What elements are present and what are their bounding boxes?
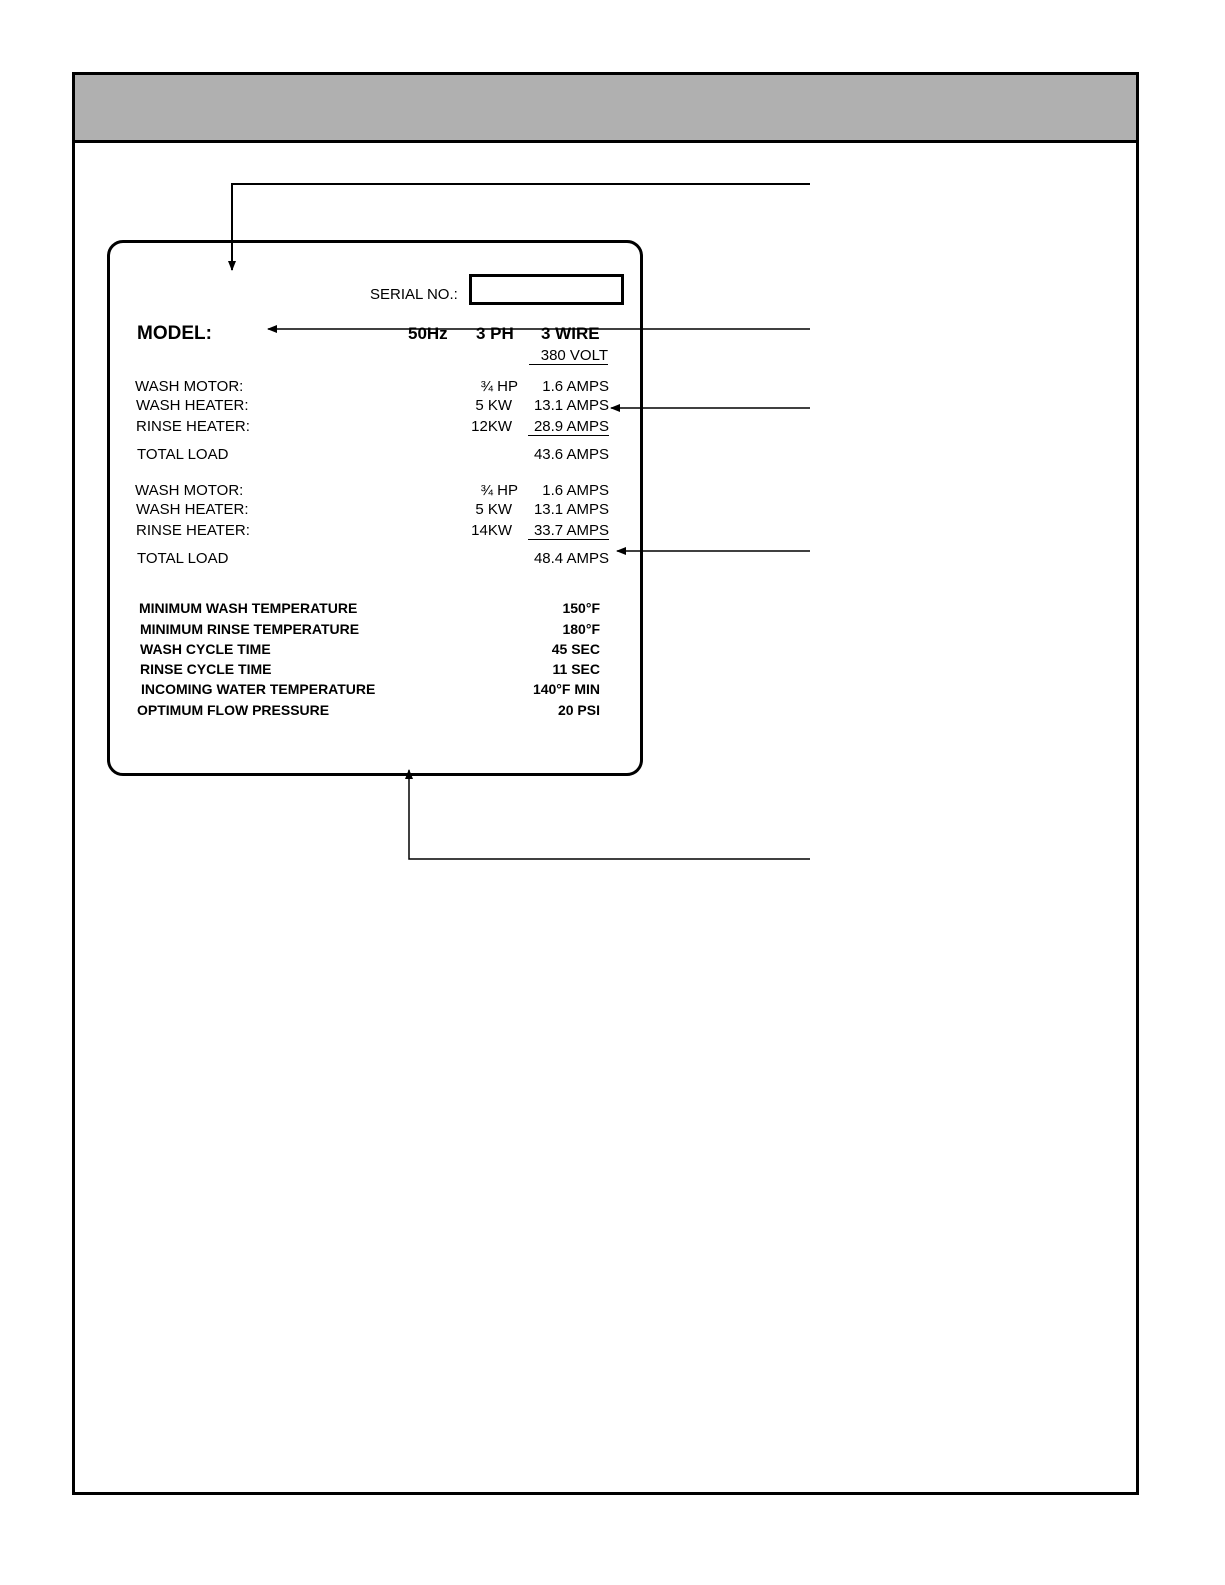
config-b-row-amps: 13.1 AMPS [533,501,609,518]
serial-label: SERIAL NO.: [370,286,458,303]
power-volt: 380 VOLT [529,348,608,365]
spec-label: MINIMUM RINSE TEMPERATURE [140,621,360,637]
config-a-row-rating: ¾ HP [480,378,518,395]
power-wire: 3 WIRE [541,324,600,343]
config-b-row-label: WASH HEATER: [136,501,249,518]
spec-label: RINSE CYCLE TIME [140,661,272,677]
config-b-row-rating: 5 KW [475,501,512,518]
spec-label: INCOMING WATER TEMPERATURE [141,681,376,697]
spec-value: 180°F [562,621,600,637]
spec-value: 11 SEC [552,661,600,677]
config-b-row-rating: ¾ HP [480,482,518,499]
config-b-total-label: TOTAL LOAD [137,550,229,567]
spec-value: 150°F [562,600,600,616]
config-a-row-amps: 28.9 AMPS [528,419,609,436]
config-a-row-rating: 5 KW [475,397,512,414]
config-b-row-label: WASH MOTOR: [135,482,244,499]
serial-number-box [469,274,624,305]
config-a-row-label: WASH MOTOR: [135,378,244,395]
config-a-row-amps: 13.1 AMPS [533,397,609,414]
config-a-total-amps: 43.6 AMPS [533,446,609,463]
spec-label: WASH CYCLE TIME [140,641,271,657]
spec-label: MINIMUM WASH TEMPERATURE [139,600,358,616]
config-a-row-label: RINSE HEATER: [136,418,250,435]
power-hz: 50Hz [408,324,448,343]
config-a-row-amps: 1.6 AMPS [542,378,609,395]
spec-label: OPTIMUM FLOW PRESSURE [137,702,330,718]
config-b-total-amps: 48.4 AMPS [533,550,609,567]
config-a-row-rating: 12KW [471,418,512,435]
spec-value: 140°F MIN [532,681,600,697]
config-a-row-label: WASH HEATER: [136,397,249,414]
config-b-row-amps: 33.7 AMPS [528,523,609,540]
config-b-row-rating: 14KW [471,522,512,539]
header-bar [75,75,1136,143]
power-phase: 3 PH [476,324,514,343]
spec-value: 45 SEC [551,641,600,657]
config-a-total-label: TOTAL LOAD [137,446,229,463]
model-label: MODEL: [137,323,212,344]
config-b-row-label: RINSE HEATER: [136,522,250,539]
config-b-row-amps: 1.6 AMPS [542,482,609,499]
spec-value: 20 PSI [557,702,600,718]
